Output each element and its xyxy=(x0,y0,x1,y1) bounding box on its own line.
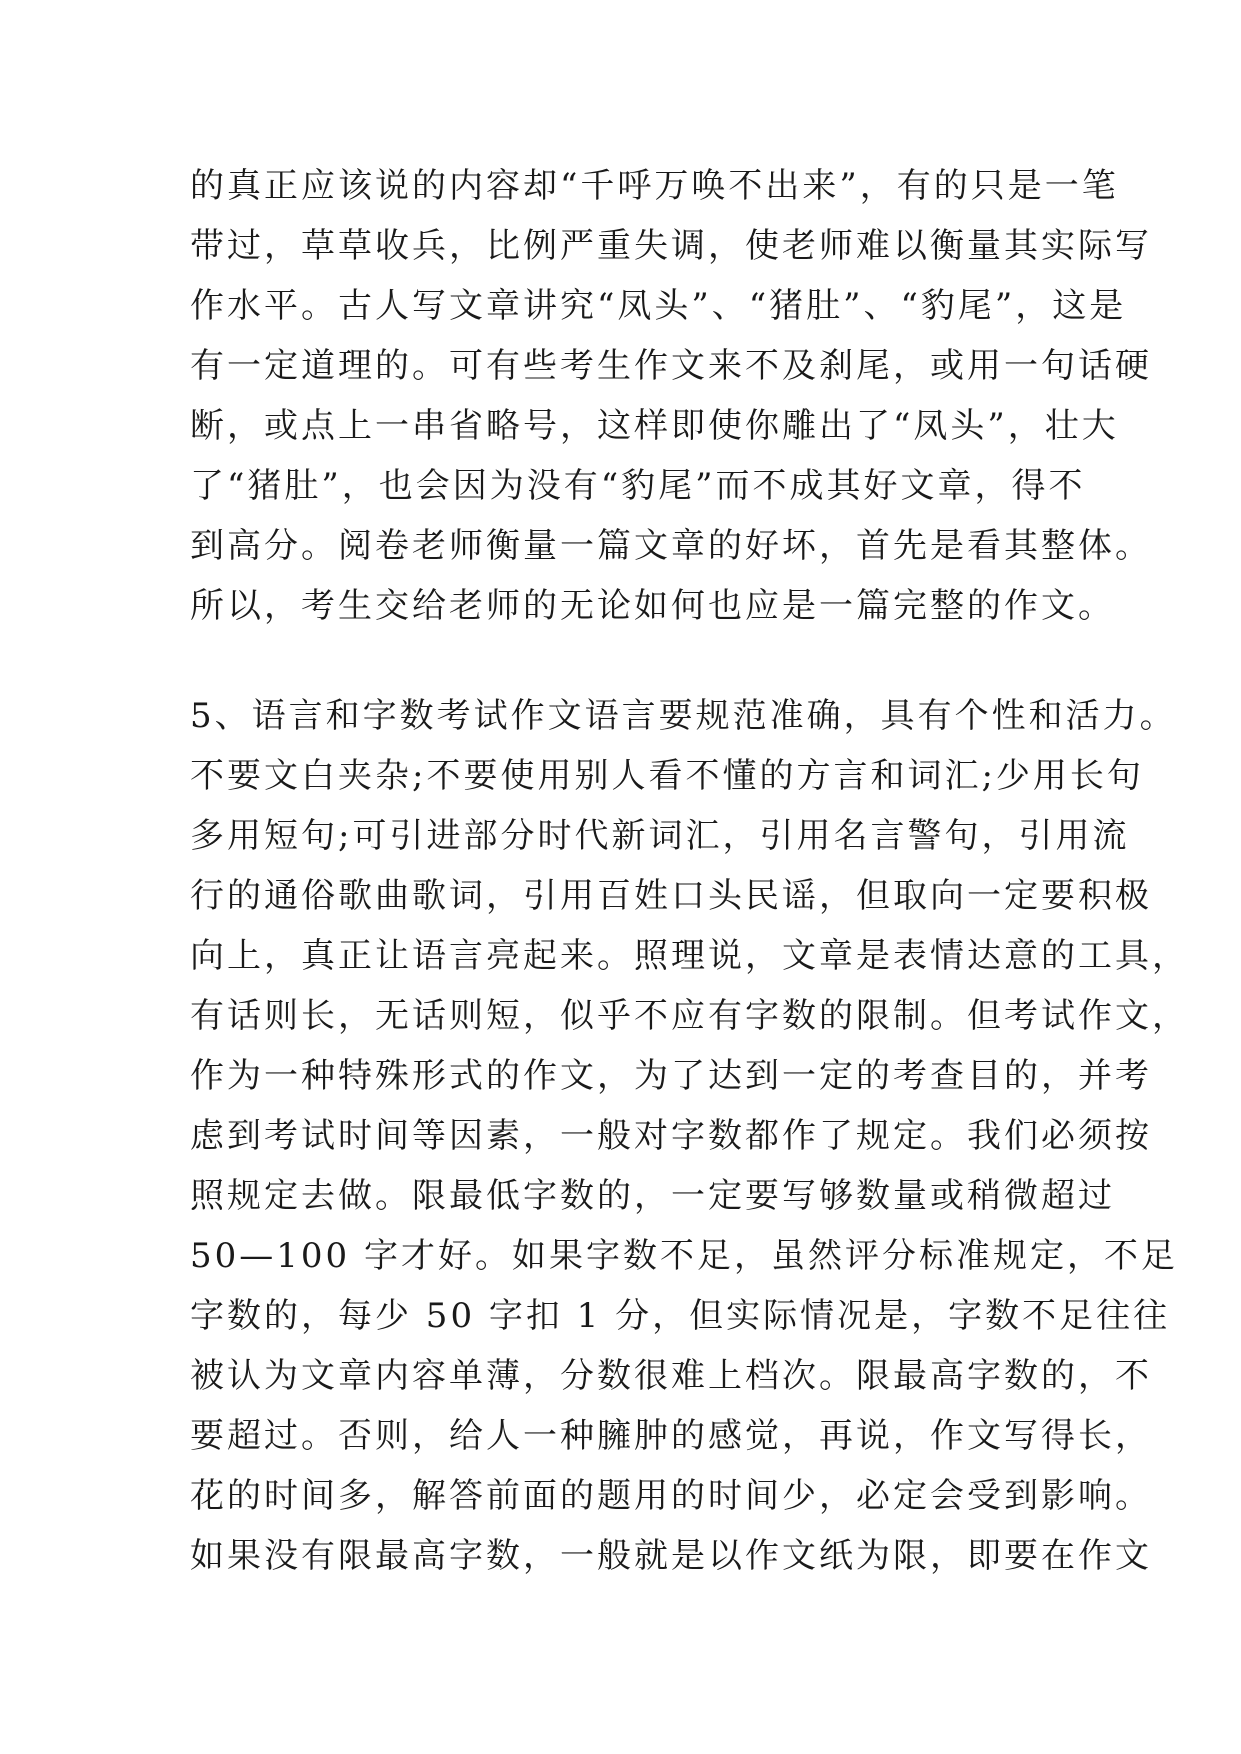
paragraph-language-word-count xyxy=(190,686,1189,1586)
text-line: 有一定道理的。可有些考生作文来不及刹尾，或用一句话硬 xyxy=(190,346,1152,386)
text-line: 断，或点上一串省略号，这样即使你雕出了“凤头”，壮大 xyxy=(190,406,1119,446)
text-line: 到高分。阅卷老师衡量一篇文章的好坏，首先是看其整体。 xyxy=(190,526,1152,566)
text-line: 带过，草草收兵，比例严重失调，使老师难以衡量其实际写 xyxy=(190,226,1152,266)
text-line: 如果没有限最高字数，一般就是以作文纸为限，即要在作文 xyxy=(190,1536,1152,1576)
text-line: 字数的，每少 50 字扣 1 分，但实际情况是，字数不足往往 xyxy=(190,1296,1171,1336)
text-line: 5、语言和字数考试作文语言要规范准确，具有个性和活力。 xyxy=(190,696,1177,736)
text-line: 作为一种特殊形式的作文，为了达到一定的考查目的，并考 xyxy=(190,1056,1152,1096)
text-line: 所以，考生交给老师的无论如何也应是一篇完整的作文。 xyxy=(190,586,1115,626)
text-line: 照规定去做。限最低字数的，一定要写够数量或稍微超过 xyxy=(190,1176,1115,1216)
text-line: 作水平。古人写文章讲究“凤头”、“猪肚”、“豹尾”，这是 xyxy=(190,286,1127,326)
text-line: 虑到考试时间等因素，一般对字数都作了规定。我们必须按 xyxy=(190,1116,1152,1156)
text-line: 多用短句;可引进部分时代新词汇，引用名言警句，引用流 xyxy=(190,816,1130,856)
text-line: 被认为文章内容单薄，分数很难上档次。限最高字数的，不 xyxy=(190,1356,1152,1396)
text-line: 50—100 字才好。如果字数不足，虽然评分标准规定，不足 xyxy=(190,1236,1178,1276)
text-line: 了“猪肚”，也会因为没有“豹尾”而不成其好文章，得不 xyxy=(190,466,1086,506)
text-line: 花的时间多，解答前面的题用的时间少，必定会受到影响。 xyxy=(190,1476,1152,1516)
text-line: 的真正应该说的内容却“千呼万唤不出来”，有的只是一笔 xyxy=(190,166,1119,206)
text-line: 不要文白夹杂;不要使用别人看不懂的方言和词汇;少用长句 xyxy=(190,756,1144,796)
text-line: 要超过。否则，给人一种臃肿的感觉，再说，作文写得长， xyxy=(190,1416,1152,1456)
paragraph-structure-ending xyxy=(190,156,1152,636)
text-line: 有话则长，无话则短，似乎不应有字数的限制。但考试作文， xyxy=(190,996,1189,1036)
text-line: 向上，真正让语言亮起来。照理说，文章是表情达意的工具， xyxy=(190,936,1189,976)
text-line: 行的通俗歌曲歌词，引用百姓口头民谣，但取向一定要积极 xyxy=(190,876,1152,916)
